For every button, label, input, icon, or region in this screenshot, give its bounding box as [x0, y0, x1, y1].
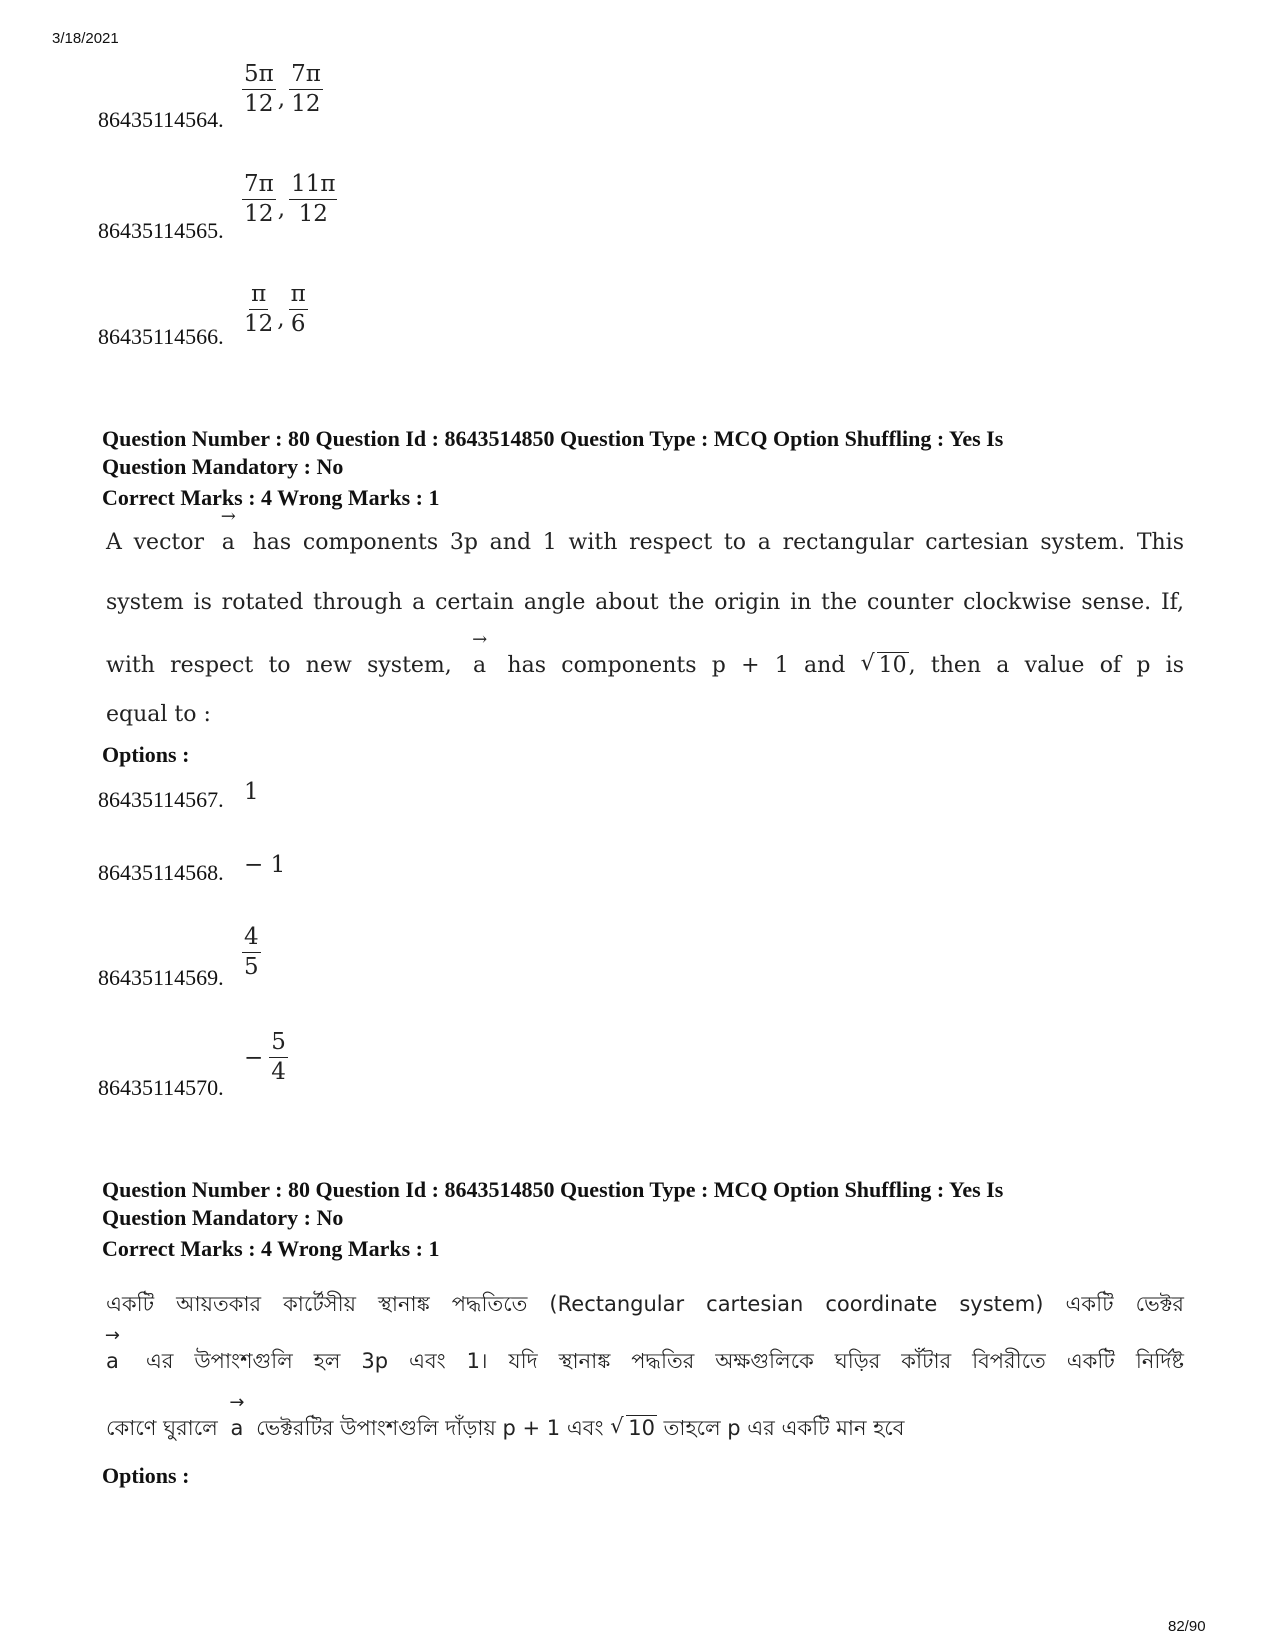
option-value: − 1 — [244, 852, 286, 878]
fraction: $\frac{7\pi}{12}$ — [244, 171, 274, 228]
question-marks-en: Correct Marks : 4 Wrong Marks : 1 — [102, 485, 440, 510]
question-meta-line: Question Number : 80 Question Id : 8643514850 Question Type : MCQ Option Shuffling : Yes Is — [102, 1177, 1004, 1202]
fraction: $\frac{\pi}{12}$ — [244, 281, 274, 338]
option-math: $\frac{7\pi}{12}$ , $\frac{11\pi}{12}$ — [244, 171, 336, 228]
options-label-en: Options : — [102, 742, 190, 767]
question-text-bn-line-1: একটি আয়তকার কার্টেসীয় স্থানাঙ্ক পদ্ধতিতে (Rectangular cartesian coordinate system) একটি ভেক্টর — [106, 1292, 1184, 1316]
option-math — [242, 925, 261, 981]
question-mandatory-line: Question Mandatory : No — [102, 1205, 344, 1230]
option-math: $\frac{5\pi}{12}$ , $\frac{7\pi}{12}$ — [244, 61, 321, 118]
vector-a-symbol: → a — [222, 530, 235, 555]
vector-a-symbol: → a — [231, 1416, 244, 1440]
option-math: − $\frac{5}{4}$ — [244, 1029, 286, 1086]
question-text-line-2: system is rotated through a certain angle about the origin in the counter clockwise sense. If, — [106, 590, 1184, 615]
question-text-line-1: A vector → a has components 3p and 1 with respect to a rectangular cartesian system. This — [106, 530, 1184, 555]
sqrt-ten: √ 10 — [860, 651, 907, 678]
question-text-line-4: equal to : — [106, 702, 211, 727]
option-id: 86435114569. — [98, 965, 224, 990]
option-math: $\frac{\pi}{12}$ , $\frac{\pi}{6}$ — [244, 281, 306, 338]
fraction: $\frac{11\pi}{12}$ — [291, 171, 336, 228]
question-text-bn-line-2: → a এর উপাংশগুলি হল 3p এবং 1। যদি স্থানাঙ্ক পদ্ধতির অক্ষগুলিকে ঘড়ির কাঁটার বিপরীতে একটি নির্দিষ্ট — [106, 1345, 1184, 1380]
question-marks-bn: Correct Marks : 4 Wrong Marks : 1 — [102, 1236, 440, 1261]
question-text-bn-line-3: কোণে ঘুরালে → a ভেক্টরটির উপাংশগুলি দাঁড়ায় p + 1 এবং √ 10 তাহলে p এর একটি মান হবে — [106, 1412, 904, 1447]
question-header-bn — [102, 1176, 1182, 1232]
question-mandatory-line: Question Mandatory : No — [102, 454, 344, 479]
fraction: $\frac{4}{5}$ — [244, 924, 259, 981]
option-id: 86435114565. — [98, 218, 224, 243]
option-value: 1 — [244, 779, 259, 805]
fraction: $\frac{5\pi}{12}$ — [244, 61, 274, 118]
vector-a-symbol: → a — [106, 1349, 119, 1373]
option-id: 86435114566. — [98, 324, 224, 349]
options-label-bn: Options : — [102, 1463, 190, 1488]
vector-a-symbol: → a — [473, 653, 486, 678]
print-date: 3/18/2021 — [52, 30, 119, 47]
option-id: 86435114564. — [98, 107, 224, 132]
question-text-line-3: with respect to new system, → a has components p + 1 and √ 10, then a value of p is — [106, 653, 1184, 678]
question-header-en — [102, 425, 1182, 481]
question-meta-line: Question Number : 80 Question Id : 8643514850 Question Type : MCQ Option Shuffling : Yes Is — [102, 426, 1004, 451]
option-id: 86435114570. — [98, 1075, 224, 1100]
fraction: $\frac{7\pi}{12}$ — [291, 61, 321, 118]
option-id: 86435114567. — [98, 787, 224, 812]
page-number: 82/90 — [1168, 1618, 1206, 1635]
sqrt-ten: √ 10 — [610, 1414, 655, 1440]
option-id: 86435114568. — [98, 860, 224, 885]
fraction: $\frac{5}{4}$ — [271, 1029, 286, 1086]
fraction: $\frac{\pi}{6}$ — [290, 281, 306, 338]
